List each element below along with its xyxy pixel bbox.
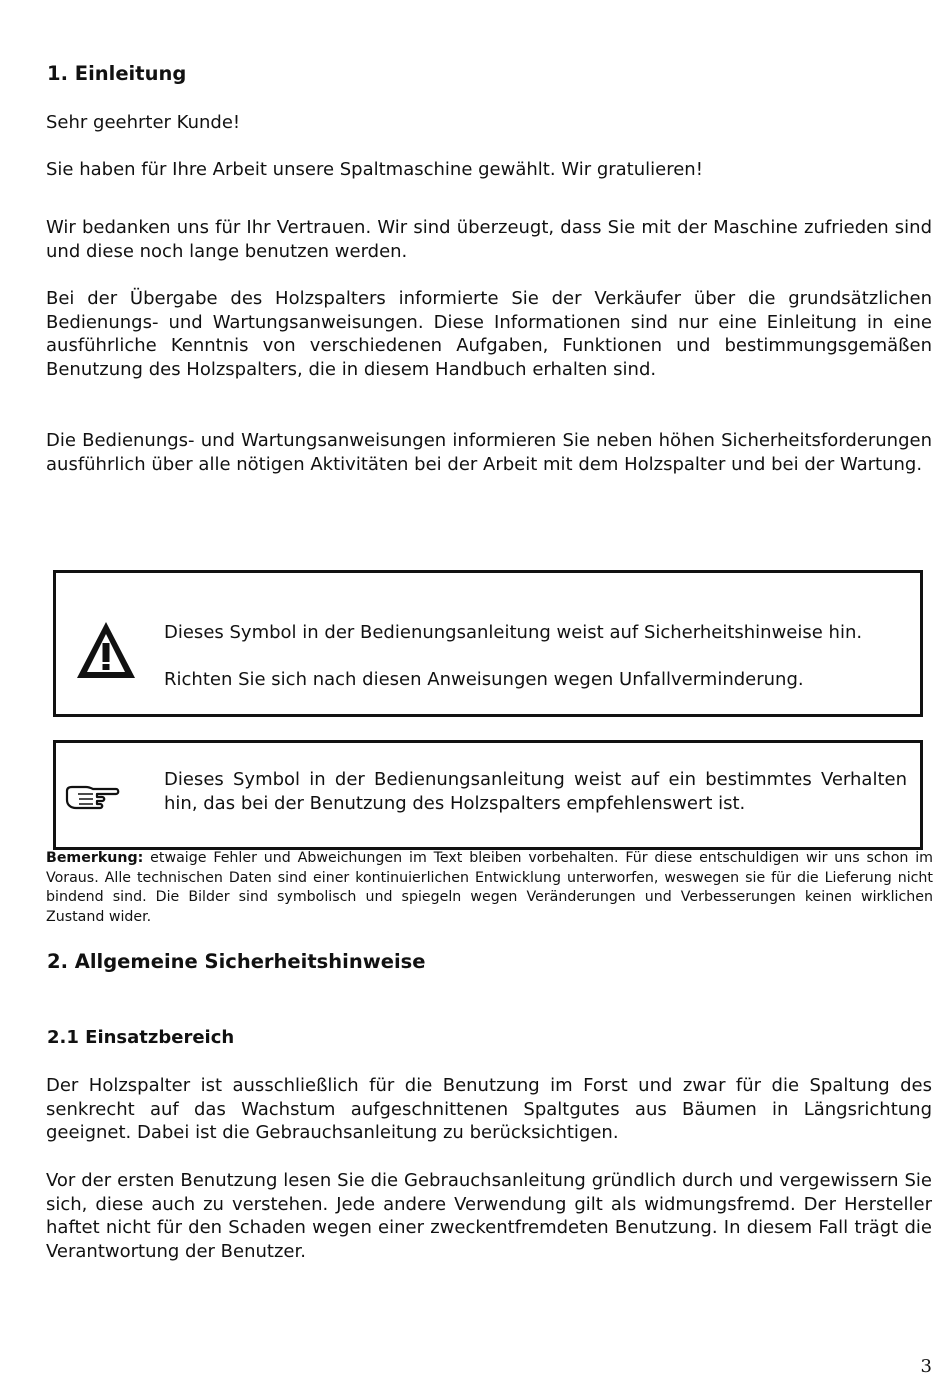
remark-text: etwaige Fehler und Abweichungen im Text bleiben vorbehalten. Für diese entschuldigen wir uns schon im Voraus. Alle technischen Daten sind einer kontinuierlichen Entwicklung unterworfen, weswegen sie für die Lieferung nicht bindend sind. Die Bilder sind symbolisch und spiegeln wegen Veränderungen und Verbesserungen keinen wirklichen Zustand wider. (46, 850, 933, 925)
subsection-heading-einsatzbereich: 2.1 Einsatzbereich (47, 1027, 235, 1048)
usage-paragraph-2: Vor der ersten Benutzung lesen Sie die Gebrauchsanleitung gründlich durch und vergewissern Sie sich, diese auch zu verstehen. Jede andere Verwendung gilt als widmungsfremd. Der Hersteller haftet nicht für den Schaden wegen einer zweckentfremdeten Benutzung. In diesem Fall trägt die Verantwortung der Benutzer. (46, 1170, 932, 1262)
intro-paragraph-1: Sie haben für Ihre Arbeit unsere Spaltmaschine gewählt. Wir gratulieren! (46, 159, 703, 180)
remark-label: Bemerkung: (46, 850, 144, 866)
intro-paragraph-2: Wir bedanken uns für Ihr Vertrauen. Wir sind überzeugt, dass Sie mit der Maschine zufrieden sind und diese noch lange benutzen werden. (46, 217, 932, 262)
pointing-hand-icon (64, 783, 120, 813)
intro-paragraph-4: Die Bedienungs- und Wartungsanweisungen informieren Sie neben höhen Sicherheitsforderungen ausführlich über alle nötigen Aktivitäten bei der Arbeit mit dem Holzspalter und bei der Wartung. (46, 430, 932, 475)
remark-note (46, 849, 933, 927)
section-heading-sicherheitshinweise: 2. Allgemeine Sicherheitshinweise (47, 950, 426, 973)
intro-paragraph-3: Bei der Übergabe des Holzspalters informierte Sie der Verkäufer über die grundsätzlichen Bedienungs- und Wartungsanweisungen. Diese Informationen sind nur eine Einleitung in eine ausführliche Kenntnis von verschiedenen Aufgaben, Funktionen und bestimmungsgemäßen Benutzung des Holzspalters, die in diesem Handbuch erhalten sind. (46, 288, 932, 380)
page-number: 3 (920, 1356, 932, 1377)
warning-text-1: Dieses Symbol in der Bedienungsanleitung weist auf Sicherheitshinweise hin. (164, 622, 863, 643)
warning-text-2: Richten Sie sich nach diesen Anweisungen wegen Unfallverminderung. (164, 669, 804, 690)
warning-box (53, 570, 923, 717)
hint-box (53, 740, 923, 850)
hint-text: Dieses Symbol in der Bedienungsanleitung weist auf ein bestimmtes Verhalten hin, das bei der Benutzung des Holzspalters empfehlenswert ist. (164, 769, 907, 814)
usage-paragraph-1: Der Holzspalter ist ausschließlich für die Benutzung im Forst und zwar für die Spaltung des senkrecht auf das Wachstum aufgeschnittenen Spaltgutes aus Bäumen in Längsrichtung geeignet. Dabei ist die Gebrauchsanleitung zu berücksichtigen. (46, 1075, 932, 1144)
section-heading-einleitung: 1. Einleitung (47, 62, 187, 85)
greeting: Sehr geehrter Kunde! (46, 112, 241, 133)
warning-triangle-icon (74, 619, 138, 681)
